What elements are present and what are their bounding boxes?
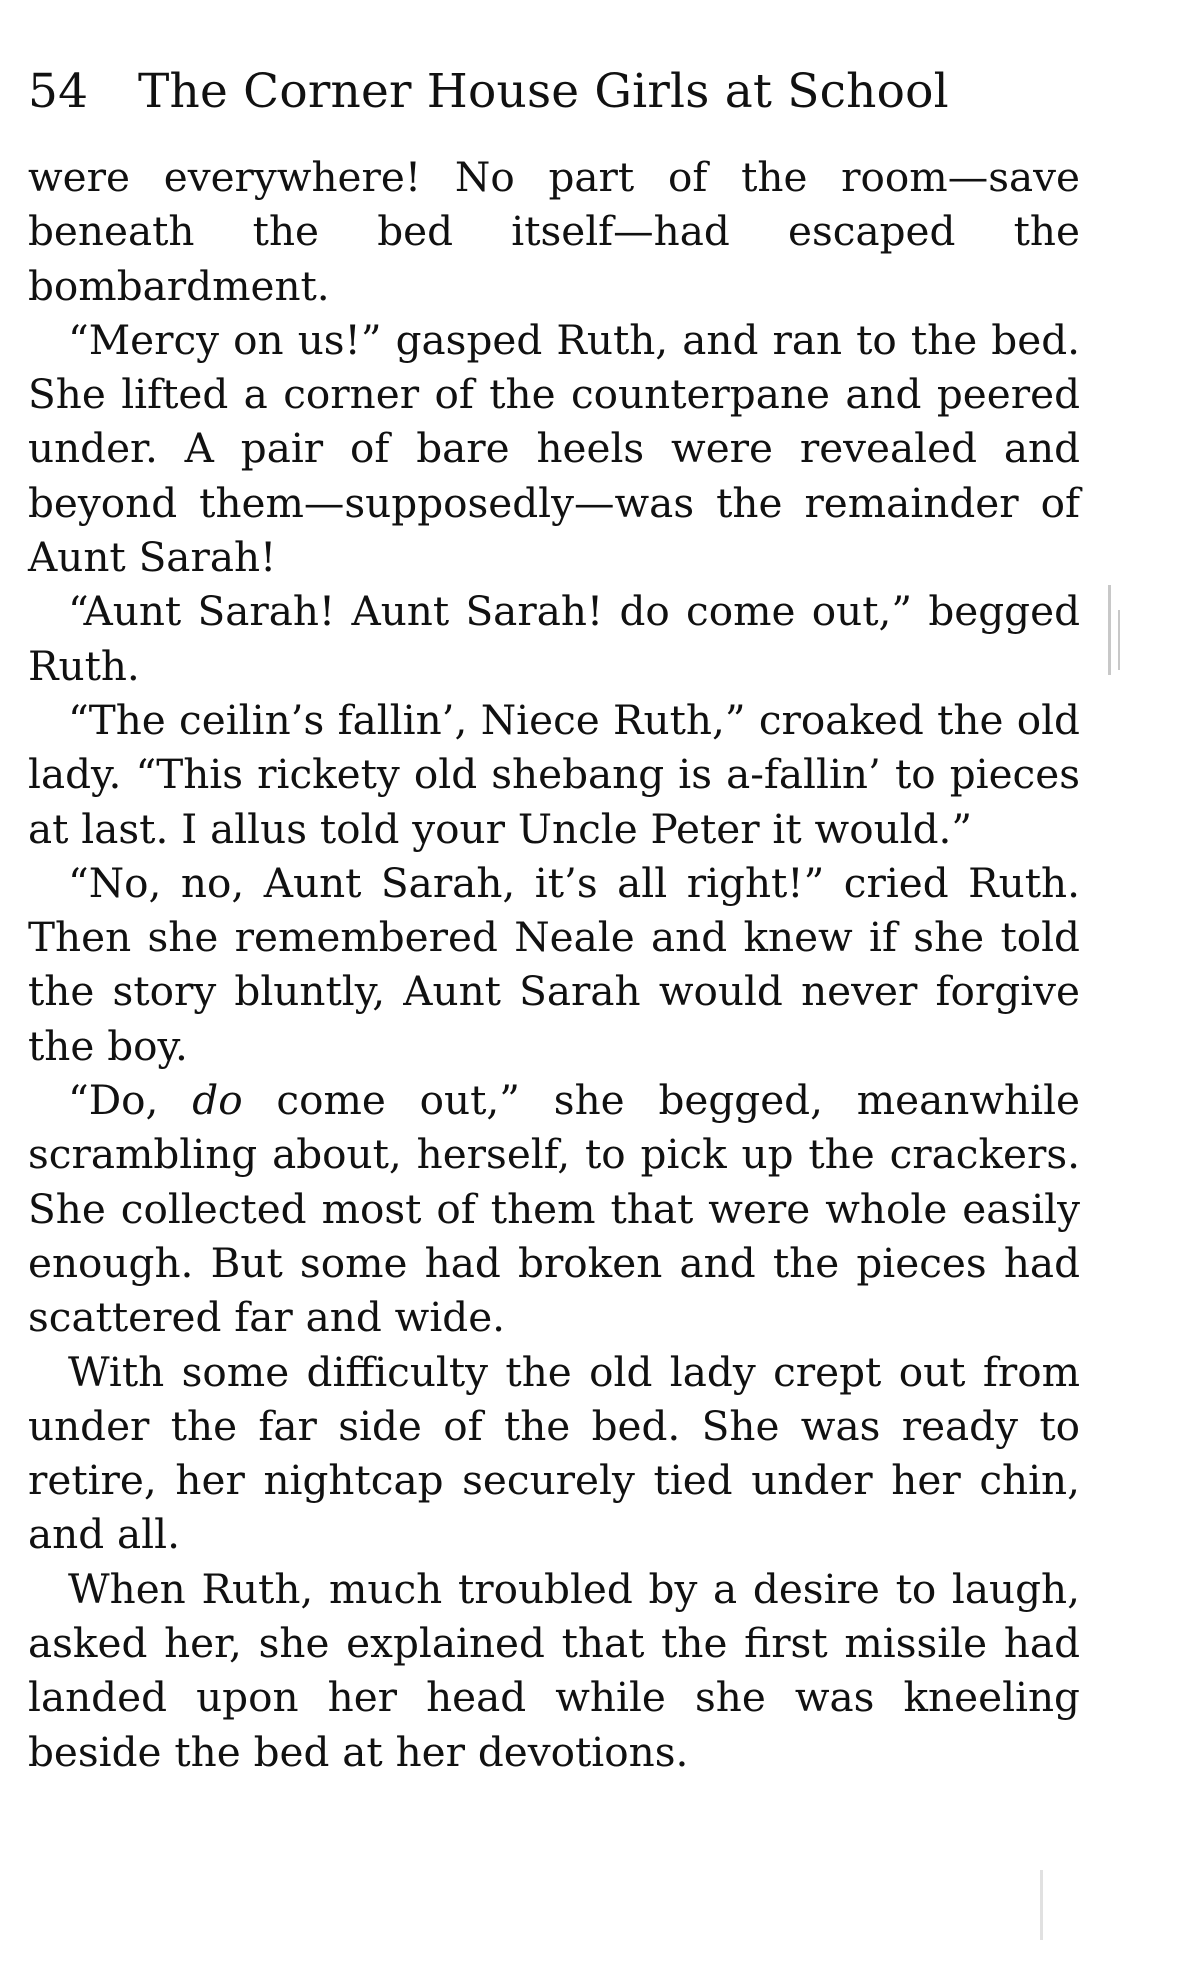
paragraph-part: “Do, xyxy=(68,1076,193,1125)
paragraph: were everywhere! No part of the room—save beneath the bed itself—had escaped the bombardment. xyxy=(28,153,1080,310)
page-number: 54 xyxy=(28,64,89,119)
paragraph: When Ruth, much troubled by a desire to laugh, asked her, she explained that the first missile had landed upon her head while she was kneeling beside the bed at her devotions. xyxy=(28,1564,1080,1776)
paragraph: “No, no, Aunt Sarah, it’s all right!” cried Ruth. Then she remembered Neale and knew if she told the story bluntly, Aunt Sarah would never forgive the boy. xyxy=(28,858,1080,1070)
paragraph: “Mercy on us!” gasped Ruth, and ran to the bed. She lifted a corner of the counterpane and peered under. A pair of bare heels were revealed and beyond them—supposedly—was the remainder of Aunt Sarah! xyxy=(28,315,1080,582)
paragraph: With some difficulty the old lady crept out from under the far side of the bed. She was ready to retire, her nightcap securely tied under her chin, and all. xyxy=(28,1347,1080,1559)
scan-speck xyxy=(1108,585,1111,675)
paragraph: “Aunt Sarah! Aunt Sarah! do come out,” begged Ruth. xyxy=(28,587,1080,690)
page-header xyxy=(28,62,1080,122)
scan-speck xyxy=(1040,1870,1043,1940)
running-title: The Corner House Girls at School xyxy=(138,64,949,119)
paragraph-part: come out,” she begged, meanwhile scrambling about, herself, to pick up the crackers. She collected most of them that were whole easily enough. But some had broken and the pieces had scattered far and wide. xyxy=(28,1076,1081,1342)
scan-speck xyxy=(1118,610,1120,670)
emphasis: do xyxy=(192,1076,243,1125)
paragraph xyxy=(28,1073,1080,1344)
book-page xyxy=(28,62,1080,1779)
paragraph: “The ceilin’s fallin’, Niece Ruth,” croaked the old lady. “This rickety old shebang is a-fallin’ to pieces at last. I allus told your Uncle Peter it would.” xyxy=(28,695,1080,853)
body-text xyxy=(28,150,1080,1779)
